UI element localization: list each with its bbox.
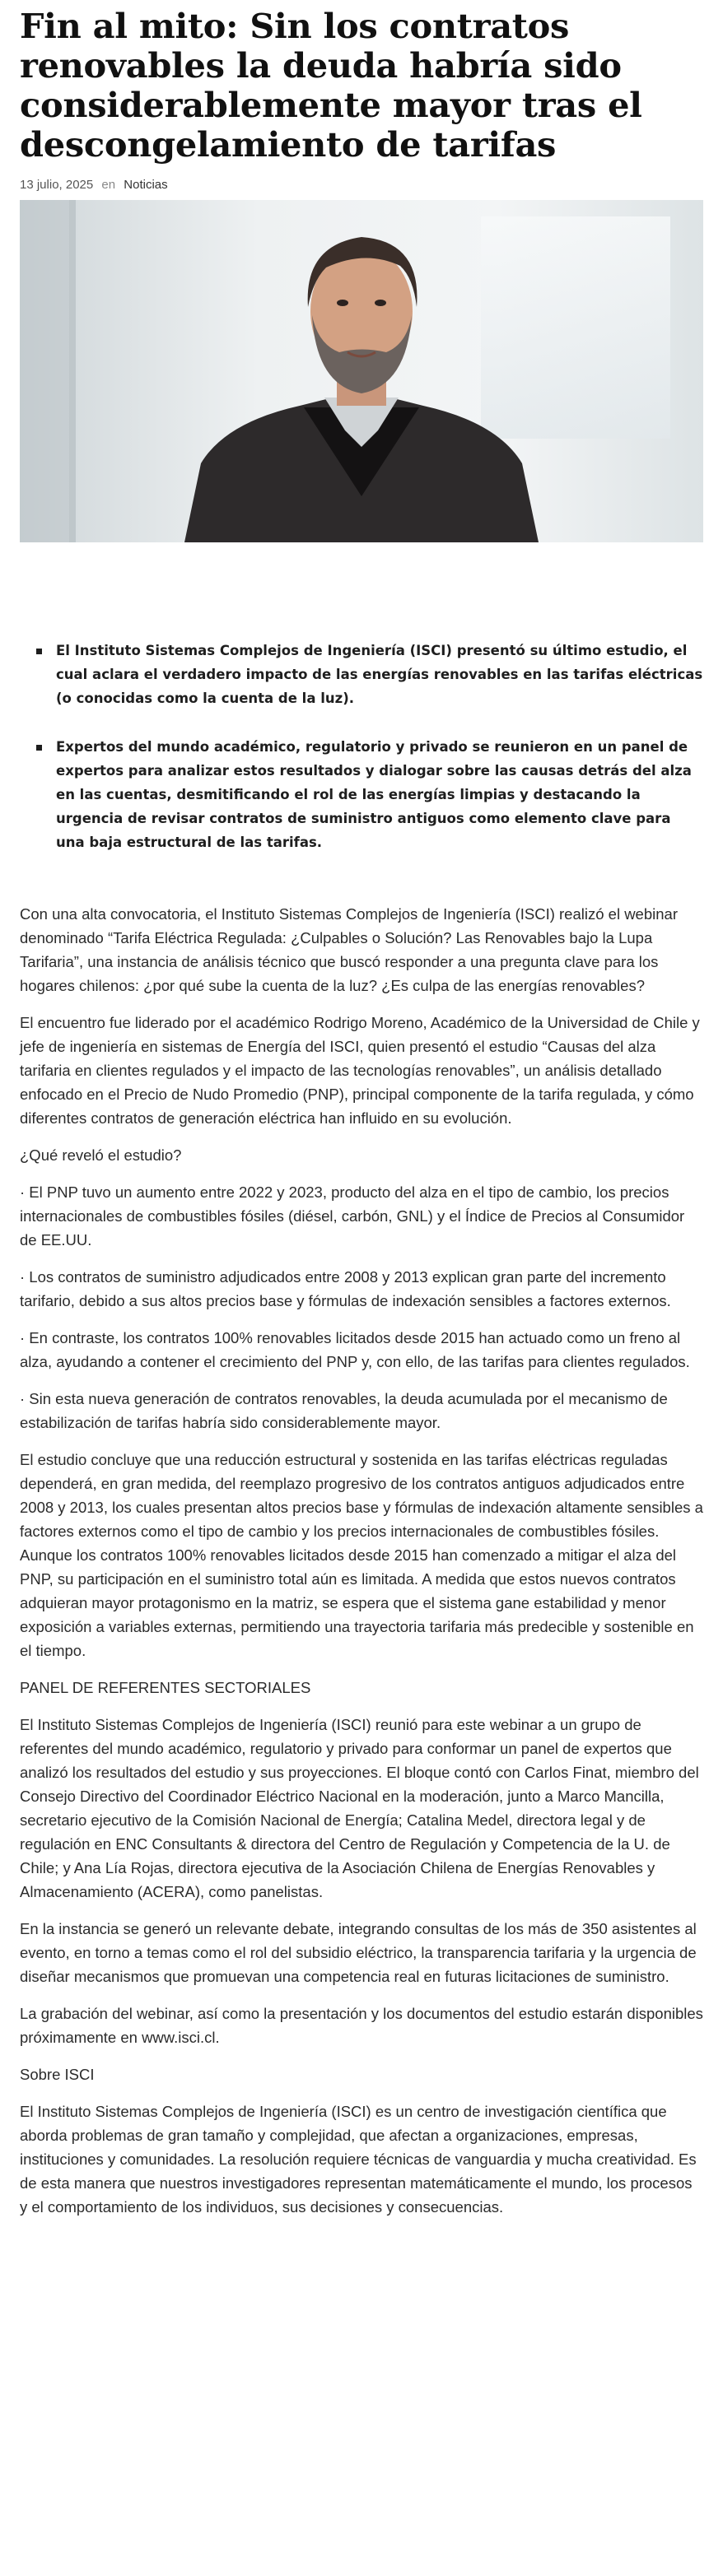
paragraph: La grabación del webinar, así como la presentación y los documentos del estudio estarán disponibles próximamente en www.isci.cl. (20, 2005, 703, 2046)
article-title: Fin al mito: Sin los contratos renovables la deuda habría sido considerablemente mayor tras el descongelamiento de tarifas (20, 6, 642, 165)
category-link[interactable]: Noticias (124, 178, 168, 192)
finding-item: · Los contratos de suministro adjudicados entre 2008 y 2013 explican gran parte del incremento tarifario, debido a sus altos precios base y fórmulas de indexación sensibles a factores externos. (20, 1268, 671, 1309)
hero-image (20, 200, 703, 542)
paragraph: En la instancia se generó un relevante debate, integrando consultas de los más de 350 asistentes al evento, en torno a temas como el rol del subsidio eléctrico, la transparencia tarifaria y la urgencia de diseñar mecanismos que promuevan una competencia real en futuras licitaciones de suministro. (20, 1920, 697, 1985)
paragraph: El estudio concluye que una reducción estructural y sostenida en las tarifas eléctricas reguladas dependerá, en gran medida, del reemplazo progresivo de los contratos antiguos adjudicados entre 2008 y 2013, los cuales presentan altos precios base y fórmulas de indexación altamente sensibles a factores externos como el tipo de cambio y los precios internacionales de combustibles fósiles. Aunque los contratos 100% renovables licitados desde 2015 han comenzado a mitigar el alza del PNP, su participación en el suministro total aún es limitada. A medida que estos nuevos contratos adquieran mayor protagonismo en la matriz, se espera que el sistema gane estabilidad y menor exposición a variables externas, permitiendo una trayectoria tarifaria más predecible y sostenible en el tiempo. (20, 1451, 703, 1659)
category-prefix: en (101, 178, 116, 192)
finding-item: · Sin esta nueva generación de contratos renovables, la deuda acumulada por el mecanismo de estabilización de tarifas habría sido considerablemente mayor. (20, 1390, 668, 1431)
publish-date: 13 julio, 2025 (20, 178, 94, 192)
finding-item: · En contraste, los contratos 100% renovables licitados desde 2015 han actuado como un freno al alza, ayudando a contener el crecimiento del PNP y, con ello, de las tarifas para clientes regulados. (20, 1329, 690, 1370)
paragraph: Con una alta convocatoria, el Instituto Sistemas Complejos de Ingeniería (ISCI) realizó el webinar denominado “Tarifa Eléctrica Regulada: ¿Culpables o Solución? Las Renovables bajo la Lupa Tarifaria”, una instancia de análisis técnico que buscó responder a una pregunta clave para los hogares chilenos: ¿por qué sube la cuenta de la luz? ¿Es culpa de las energías renovables? (20, 905, 678, 994)
section-heading: ¿Qué reveló el estudio? (20, 1146, 182, 1164)
article-meta (20, 176, 703, 194)
paragraph: El Instituto Sistemas Complejos de Ingeniería (ISCI) es un centro de investigación científica que aborda problemas de gran tamaño y complejidad, que afectan a organizaciones, empresas, instituciones y comunidades. La resolución requiere técnicas de vanguardia y mucha creatividad. Es de esta manera que nuestros investigadores representan matemáticamente el mundo, los procesos y el comportamiento de los individuos, sus decisiones y consecuencias. (20, 2103, 697, 2216)
article-body (20, 902, 703, 2232)
highlights-list (20, 639, 703, 879)
section-heading: Sobre ISCI (20, 2066, 95, 2083)
paragraph: El Instituto Sistemas Complejos de Ingeniería (ISCI) reunió para este webinar a un grupo de referentes del mundo académico, regulatorio y privado para conformar un panel de expertos que analizó los resultados del estudio y sus proyecciones. El bloque contó con Carlos Finat, miembro del Consejo Directivo del Coordinador Eléctrico Nacional en la moderación, junto a Marco Mancilla, secretario ejecutivo de la Comisión Nacional de Energía; Catalina Medel, directora legal y de regulación en ENC Consultants & directora del Centro de Regulación y Competencia de la U. de Chile; y Ana Lía Rojas, directora ejecutiva de la Asociación Chilena de Energías Renovables y Almacenamiento (ACERA), como panelistas. (20, 1716, 699, 1900)
presenter-portrait (20, 200, 703, 542)
finding-item: · El PNP tuvo un aumento entre 2022 y 2023, producto del alza en el tipo de cambio, los precios internacionales de combustibles fósiles (diésel, carbón, GNL) y el Índice de Precios al Consumidor de EE.UU. (20, 1183, 685, 1248)
article (20, 0, 703, 2216)
highlight-item: Expertos del mundo académico, regulatorio y privado se reunieron en un panel de expertos para analizar estos resultados y dialogar sobre las causas detrás del alza en las cuentas, desmitificando el rol de las energías limpias y destacando la urgencia de revisar contratos de suministro antiguos como elemento clave para una baja estructural de las tarifas. (20, 735, 703, 854)
paragraph: El encuentro fue liderado por el académico Rodrigo Moreno, Académico de la Universidad de Chile y jefe de ingeniería en sistemas de Energía del ISCI, quien presentó el estudio “Causas del alza tarifaria en clientes regulados y el impacto de las tecnologías renovables”, un análisis detallado enfocado en el Precio de Nudo Promedio (PNP), principal componente de la tarifa regulada, y cómo diferentes contratos de generación eléctrica han influido en su evolución. (20, 1014, 700, 1127)
highlight-item: El Instituto Sistemas Complejos de Ingeniería (ISCI) presentó su último estudio, el cual aclara el verdadero impacto de las energías renovables en las tarifas eléctricas (o conocidas como la cuenta de la luz). (20, 639, 703, 710)
section-heading: PANEL DE REFERENTES SECTORIALES (20, 1679, 311, 1696)
